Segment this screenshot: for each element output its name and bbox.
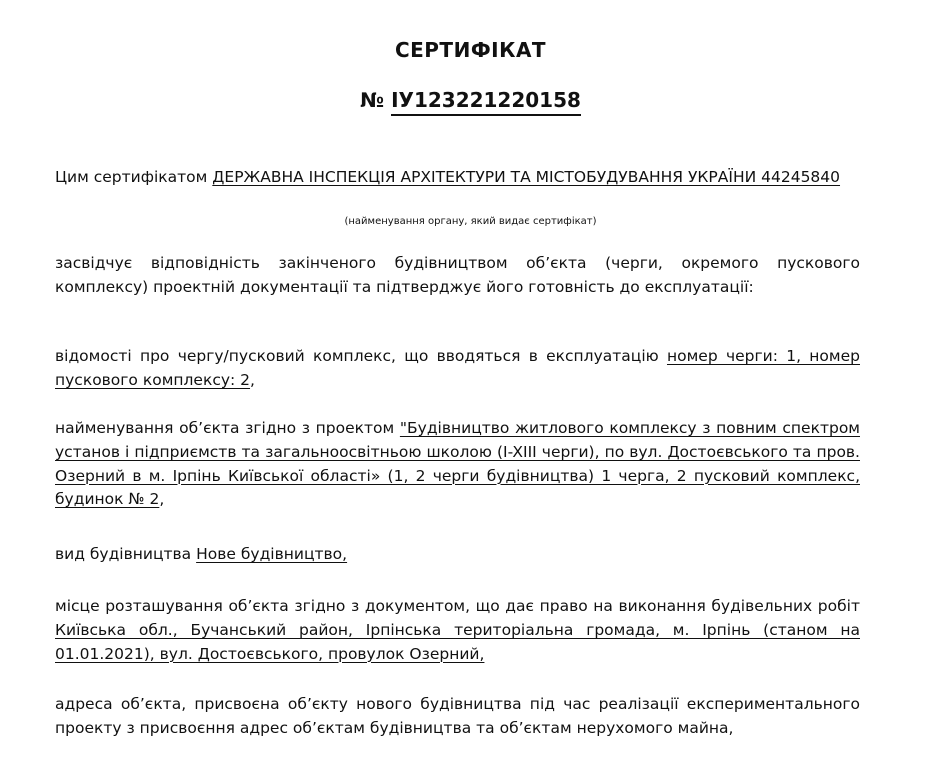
queue-label: відомості про чергу/пусковий комплекс, що вводяться в експлуатацію xyxy=(55,347,659,365)
construction-type-value: Нове будівництво, xyxy=(196,545,348,563)
certifies-paragraph: засвідчує відповідність закінченого будівництвом об’єкта (черги, окремого пускового комплексу) проектній документації та підтверджує його готовність до експлуатації: xyxy=(55,254,860,296)
number-value: ІУ123221220158 xyxy=(391,88,581,116)
issuer-intro: Цим сертифікатом xyxy=(55,168,208,186)
issuer-paragraph xyxy=(55,166,860,190)
object-name-suffix: , xyxy=(159,490,165,509)
number-prefix: № xyxy=(360,88,385,112)
certificate-title: СЕРТИФІКАТ xyxy=(394,38,547,62)
object-name-value: "Будівництво житлового комплексу з повним спектром установ і підприємств та загальноосвітньою школою (I-XIII черги), по вул. Достоєвського та пров. Озерний в м. Ірпінь Київської області» (1, 2 черги будівництва) 1 черга, 2 пусковий комплекс, будинок № 2 xyxy=(55,419,860,509)
object-name-paragraph xyxy=(55,417,860,512)
location-label: місце розташування об’єкта згідно з документом, що дає право на виконання будівельних робіт xyxy=(55,597,860,615)
construction-type-paragraph xyxy=(55,543,860,567)
location-value: Київська обл., Бучанський район, Ірпінська територіальна громада, м. Ірпінь (станом на 01.01.2021), вул. Достоєвського, провулок Озерний, xyxy=(55,620,860,663)
location-paragraph xyxy=(55,595,860,666)
address-paragraph: адреса об’єкта, присвоєна об’єкту нового будівництва під час реалізації експериментального проекту з присвоєння адрес об’єктам будівництва та об’єктам нерухомого майна, xyxy=(55,695,860,737)
queue-value: номер черги: 1, номер пускового комплексу: 2 xyxy=(55,347,860,389)
issuer-caption: (найменування органу, який видає сертифікат) xyxy=(344,216,597,227)
object-name-label: найменування об’єкта згідно з проектом xyxy=(55,419,395,437)
queue-paragraph xyxy=(55,345,860,393)
queue-suffix: , xyxy=(250,370,255,389)
construction-type-label: вид будівництва xyxy=(55,545,192,563)
certificate-number xyxy=(0,88,941,112)
issuer-name: ДЕРЖАВНА ІНСПЕКЦІЯ АРХІТЕКТУРИ ТА МІСТОБУДУВАННЯ УКРАЇНИ 44245840 xyxy=(212,168,841,186)
